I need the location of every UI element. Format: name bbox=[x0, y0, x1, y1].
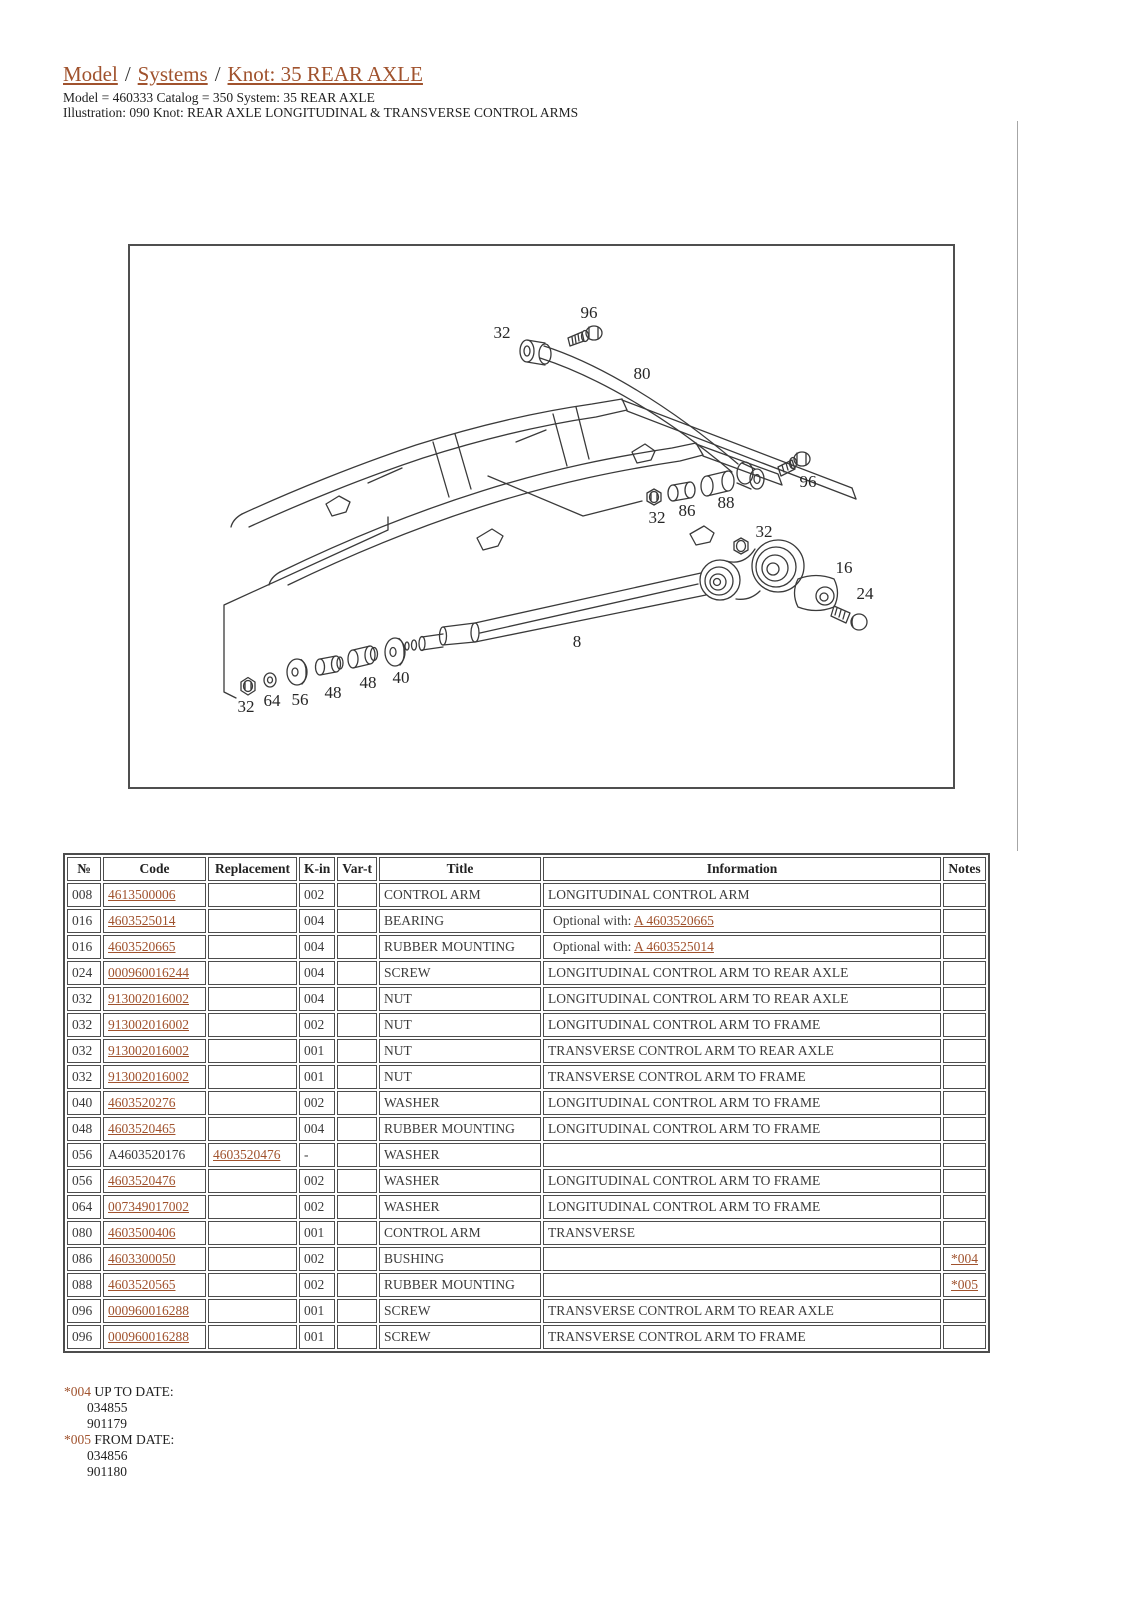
part-label-48-b: 48 bbox=[359, 673, 377, 692]
part-number-cell: 040 bbox=[67, 1091, 101, 1115]
k-in-cell: 001 bbox=[299, 1325, 335, 1349]
footnote-004 bbox=[64, 1384, 174, 1400]
var-t-cell bbox=[337, 909, 377, 933]
title-cell: CONTROL ARM bbox=[379, 1221, 541, 1245]
part-code-link[interactable]: 000960016244 bbox=[108, 965, 189, 980]
part-number-cell: 086 bbox=[67, 1247, 101, 1271]
replacement-cell bbox=[208, 1299, 297, 1323]
optional-part-link[interactable]: A 4603520665 bbox=[634, 913, 714, 928]
k-in-cell: 002 bbox=[299, 1091, 335, 1115]
var-t-cell bbox=[337, 1299, 377, 1323]
title-cell: WASHER bbox=[379, 1195, 541, 1219]
notes-cell bbox=[943, 1143, 986, 1167]
breadcrumb-separator: / bbox=[124, 62, 131, 86]
k-in-cell: 001 bbox=[299, 1039, 335, 1063]
title-cell: CONTROL ARM bbox=[379, 883, 541, 907]
breadcrumb-link-model[interactable]: Model bbox=[63, 62, 118, 86]
replacement-cell bbox=[208, 1013, 297, 1037]
column-header-var-t: Var-t bbox=[337, 857, 377, 881]
code-cell: A4603520176 bbox=[103, 1143, 206, 1167]
information-cell: TRANSVERSE CONTROL ARM TO REAR AXLE bbox=[543, 1039, 941, 1063]
footnote-label: UP TO DATE: bbox=[94, 1384, 174, 1399]
k-in-cell: 001 bbox=[299, 1299, 335, 1323]
code-cell bbox=[103, 1221, 206, 1245]
replacement-cell bbox=[208, 1247, 297, 1271]
title-cell: BEARING bbox=[379, 909, 541, 933]
notes-cell bbox=[943, 1065, 986, 1089]
table-row bbox=[67, 1195, 986, 1219]
title-cell: SCREW bbox=[379, 961, 541, 985]
part-code-link[interactable]: 4603520276 bbox=[108, 1095, 176, 1110]
information-cell bbox=[543, 1143, 941, 1167]
var-t-cell bbox=[337, 1065, 377, 1089]
k-in-cell: 002 bbox=[299, 1195, 335, 1219]
notes-cell bbox=[943, 1247, 986, 1271]
k-in-cell: 004 bbox=[299, 987, 335, 1011]
code-cell bbox=[103, 909, 206, 933]
title-cell: RUBBER MOUNTING bbox=[379, 1117, 541, 1141]
information-cell bbox=[543, 1247, 941, 1271]
part-number-cell: 032 bbox=[67, 987, 101, 1011]
replacement-code-link[interactable]: 4603520476 bbox=[213, 1147, 281, 1162]
notes-cell bbox=[943, 1273, 986, 1297]
code-cell bbox=[103, 1299, 206, 1323]
part-label-8: 8 bbox=[572, 632, 582, 651]
replacement-cell bbox=[208, 1065, 297, 1089]
part-number-cell: 048 bbox=[67, 1117, 101, 1141]
part-label-32-bottom: 32 bbox=[237, 697, 255, 716]
table-row bbox=[67, 883, 986, 907]
part-label-24: 24 bbox=[856, 584, 874, 603]
replacement-cell bbox=[208, 987, 297, 1011]
part-label-56: 56 bbox=[291, 690, 309, 709]
column-header-replacement: Replacement bbox=[208, 857, 297, 881]
var-t-cell bbox=[337, 935, 377, 959]
part-number-cell: 056 bbox=[67, 1143, 101, 1167]
notes-cell bbox=[943, 1195, 986, 1219]
table-row bbox=[67, 1117, 986, 1141]
code-cell bbox=[103, 1247, 206, 1271]
part-number-cell: 032 bbox=[67, 1013, 101, 1037]
table-row bbox=[67, 1065, 986, 1089]
replacement-cell bbox=[208, 1169, 297, 1193]
information-cell: LONGITUDINAL CONTROL ARM bbox=[543, 883, 941, 907]
code-cell bbox=[103, 1091, 206, 1115]
replacement-cell bbox=[208, 1221, 297, 1245]
part-code-link[interactable]: 4603500406 bbox=[108, 1225, 176, 1240]
information-cell: LONGITUDINAL CONTROL ARM TO FRAME bbox=[543, 1169, 941, 1193]
title-cell: RUBBER MOUNTING bbox=[379, 1273, 541, 1297]
part-number-cell: 024 bbox=[67, 961, 101, 985]
k-in-cell: 002 bbox=[299, 1013, 335, 1037]
part-label-86: 86 bbox=[678, 501, 696, 520]
parts-table bbox=[63, 853, 990, 1353]
information-cell: LONGITUDINAL CONTROL ARM TO FRAME bbox=[543, 1013, 941, 1037]
code-cell bbox=[103, 1039, 206, 1063]
notes-cell bbox=[943, 935, 986, 959]
part-code-link[interactable]: 4603525014 bbox=[108, 913, 176, 928]
var-t-cell bbox=[337, 1143, 377, 1167]
code-cell bbox=[103, 961, 206, 985]
var-t-cell bbox=[337, 1117, 377, 1141]
part-number-cell: 096 bbox=[67, 1325, 101, 1349]
k-in-cell: 002 bbox=[299, 1247, 335, 1271]
column-header-notes: Notes bbox=[943, 857, 986, 881]
title-cell: SCREW bbox=[379, 1299, 541, 1323]
code-cell bbox=[103, 1065, 206, 1089]
part-code-link[interactable]: 913002016002 bbox=[108, 1017, 189, 1032]
bushing-16-drawing bbox=[795, 576, 838, 611]
footnote-value: 034855 bbox=[87, 1400, 128, 1415]
code-cell bbox=[103, 1273, 206, 1297]
information-cell: TRANSVERSE CONTROL ARM TO FRAME bbox=[543, 1065, 941, 1089]
model-info-line: Model = 460333 Catalog = 350 System: 35 REAR AXLE bbox=[63, 90, 375, 105]
footnote-value: 901180 bbox=[87, 1464, 127, 1479]
column-header-k-in: K-in bbox=[299, 857, 335, 881]
footnote-value: 901179 bbox=[87, 1416, 127, 1431]
table-row bbox=[67, 1221, 986, 1245]
part-code-link[interactable]: 000960016288 bbox=[108, 1329, 189, 1344]
code-cell bbox=[103, 987, 206, 1011]
part-label-40: 40 bbox=[392, 668, 410, 687]
information-cell: LONGITUDINAL CONTROL ARM TO REAR AXLE bbox=[543, 961, 941, 985]
part-code-link[interactable]: 4603520465 bbox=[108, 1121, 176, 1136]
code-cell bbox=[103, 1013, 206, 1037]
part-number-cell: 016 bbox=[67, 909, 101, 933]
part-code-link[interactable]: 4603520565 bbox=[108, 1277, 176, 1292]
replacement-cell bbox=[208, 961, 297, 985]
information-cell: LONGITUDINAL CONTROL ARM TO FRAME bbox=[543, 1117, 941, 1141]
replacement-cell bbox=[208, 1325, 297, 1349]
rear-axle-diagram-svg bbox=[130, 246, 953, 787]
var-t-cell bbox=[337, 1169, 377, 1193]
part-code-link[interactable]: 913002016002 bbox=[108, 1043, 189, 1058]
part-code-link[interactable]: 4603300050 bbox=[108, 1251, 176, 1266]
information-cell: LONGITUDINAL CONTROL ARM TO REAR AXLE bbox=[543, 987, 941, 1011]
var-t-cell bbox=[337, 883, 377, 907]
table-row bbox=[67, 1039, 986, 1063]
part-code-link[interactable]: 000960016288 bbox=[108, 1303, 189, 1318]
part-code-link[interactable]: 913002016002 bbox=[108, 1069, 189, 1084]
notes-cell bbox=[943, 1169, 986, 1193]
part-code-link[interactable]: 4603520476 bbox=[108, 1173, 176, 1188]
breadcrumb-link-systems[interactable]: Systems bbox=[137, 62, 208, 86]
parts-diagram bbox=[128, 244, 955, 789]
var-t-cell bbox=[337, 1247, 377, 1271]
title-cell: WASHER bbox=[379, 1169, 541, 1193]
column-header-title: Title bbox=[379, 857, 541, 881]
footnote-value: 034856 bbox=[87, 1448, 128, 1463]
table-row bbox=[67, 1299, 986, 1323]
chassis-frame-drawing bbox=[231, 399, 856, 585]
part-label-96-top: 96 bbox=[580, 303, 598, 322]
part-number-cell: 064 bbox=[67, 1195, 101, 1219]
title-cell: NUT bbox=[379, 1013, 541, 1037]
part-label-32-lower: 32 bbox=[755, 522, 773, 541]
replacement-cell bbox=[208, 909, 297, 933]
longitudinal-control-arm-drawing bbox=[405, 538, 804, 651]
part-label-96-right: 96 bbox=[799, 472, 817, 491]
part-number-cell: 016 bbox=[67, 935, 101, 959]
table-row bbox=[67, 987, 986, 1011]
table-row bbox=[67, 1273, 986, 1297]
notes-cell bbox=[943, 1091, 986, 1115]
part-number-cell: 008 bbox=[67, 883, 101, 907]
k-in-cell: 001 bbox=[299, 1221, 335, 1245]
title-cell: NUT bbox=[379, 1065, 541, 1089]
part-number-cell: 088 bbox=[67, 1273, 101, 1297]
var-t-cell bbox=[337, 1195, 377, 1219]
information-cell: TRANSVERSE bbox=[543, 1221, 941, 1245]
table-row bbox=[67, 1091, 986, 1115]
table-row bbox=[67, 1247, 986, 1271]
var-t-cell bbox=[337, 987, 377, 1011]
code-cell bbox=[103, 1169, 206, 1193]
replacement-cell bbox=[208, 1143, 297, 1167]
k-in-cell: 002 bbox=[299, 1169, 335, 1193]
title-cell: WASHER bbox=[379, 1091, 541, 1115]
code-cell bbox=[103, 1195, 206, 1219]
var-t-cell bbox=[337, 1013, 377, 1037]
breadcrumb bbox=[63, 62, 423, 87]
title-cell: BUSHING bbox=[379, 1247, 541, 1271]
replacement-cell bbox=[208, 1117, 297, 1141]
column-header-information: Information bbox=[543, 857, 941, 881]
var-t-cell bbox=[337, 1221, 377, 1245]
var-t-cell bbox=[337, 1039, 377, 1063]
notes-cell bbox=[943, 1221, 986, 1245]
notes-cell bbox=[943, 987, 986, 1011]
footnote-label: FROM DATE: bbox=[94, 1432, 175, 1447]
title-cell: WASHER bbox=[379, 1143, 541, 1167]
table-row bbox=[67, 1325, 986, 1349]
breadcrumb-link-knot[interactable]: Knot: 35 REAR AXLE bbox=[227, 62, 423, 86]
part-code-link[interactable]: 4613500006 bbox=[108, 887, 176, 902]
notes-cell bbox=[943, 1325, 986, 1349]
notes-cell bbox=[943, 883, 986, 907]
replacement-cell bbox=[208, 1091, 297, 1115]
parts-table-header-row bbox=[67, 857, 986, 881]
part-code-link[interactable]: 007349017002 bbox=[108, 1199, 189, 1214]
table-row bbox=[67, 961, 986, 985]
page-subheader bbox=[63, 90, 578, 120]
replacement-cell bbox=[208, 1273, 297, 1297]
table-row bbox=[67, 935, 986, 959]
screw-96-top-drawing bbox=[568, 326, 602, 346]
title-cell: NUT bbox=[379, 1039, 541, 1063]
title-cell: SCREW bbox=[379, 1325, 541, 1349]
table-row bbox=[67, 1143, 986, 1167]
notes-cell bbox=[943, 1039, 986, 1063]
part-number-cell: 096 bbox=[67, 1299, 101, 1323]
information-cell: Optional with: A 4603520665 bbox=[543, 909, 941, 933]
footnote-ref-004: *004 bbox=[64, 1384, 91, 1399]
part-code-link[interactable]: 4603520665 bbox=[108, 939, 176, 954]
k-in-cell: 001 bbox=[299, 1065, 335, 1089]
column-header-code: Code bbox=[103, 857, 206, 881]
frame-divider bbox=[1017, 121, 1018, 851]
var-t-cell bbox=[337, 1091, 377, 1115]
information-cell: LONGITUDINAL CONTROL ARM TO FRAME bbox=[543, 1091, 941, 1115]
breadcrumb-separator: / bbox=[214, 62, 221, 86]
information-cell: TRANSVERSE CONTROL ARM TO FRAME bbox=[543, 1325, 941, 1349]
code-cell bbox=[103, 1325, 206, 1349]
part-number-cell: 056 bbox=[67, 1169, 101, 1193]
column-header-number: № bbox=[67, 857, 101, 881]
k-in-cell: 002 bbox=[299, 883, 335, 907]
notes-cell bbox=[943, 1117, 986, 1141]
k-in-cell: 004 bbox=[299, 961, 335, 985]
code-cell bbox=[103, 883, 206, 907]
notes-cell bbox=[943, 909, 986, 933]
note-ref-link[interactable]: *004 bbox=[951, 1251, 979, 1266]
part-label-64: 64 bbox=[263, 691, 281, 710]
table-row bbox=[67, 1013, 986, 1037]
part-code-link[interactable]: 913002016002 bbox=[108, 991, 189, 1006]
note-ref-link[interactable]: *005 bbox=[951, 1277, 979, 1292]
information-cell: TRANSVERSE CONTROL ARM TO REAR AXLE bbox=[543, 1299, 941, 1323]
part-number-cell: 032 bbox=[67, 1065, 101, 1089]
replacement-cell bbox=[208, 1195, 297, 1219]
footnote-ref-005: *005 bbox=[64, 1432, 91, 1447]
var-t-cell bbox=[337, 1273, 377, 1297]
footnote-005 bbox=[64, 1432, 174, 1448]
optional-part-link[interactable]: A 4603525014 bbox=[634, 939, 714, 954]
var-t-cell bbox=[337, 961, 377, 985]
part-label-88: 88 bbox=[717, 493, 735, 512]
k-in-cell: 004 bbox=[299, 909, 335, 933]
footnotes bbox=[64, 1384, 174, 1480]
title-cell: NUT bbox=[379, 987, 541, 1011]
information-cell: LONGITUDINAL CONTROL ARM TO FRAME bbox=[543, 1195, 941, 1219]
table-row bbox=[67, 1169, 986, 1193]
information-cell: Optional with: A 4603525014 bbox=[543, 935, 941, 959]
part-label-16: 16 bbox=[835, 558, 853, 577]
diagram-part-labels bbox=[238, 303, 875, 716]
part-label-32-top: 32 bbox=[493, 323, 511, 342]
replacement-cell bbox=[208, 883, 297, 907]
illustration-info-line: Illustration: 090 Knot: REAR AXLE LONGITUDINAL & TRANSVERSE CONTROL ARMS bbox=[63, 105, 579, 120]
screw-24-drawing bbox=[831, 606, 867, 630]
k-in-cell: - bbox=[299, 1143, 335, 1167]
code-cell bbox=[103, 935, 206, 959]
table-row bbox=[67, 909, 986, 933]
k-in-cell: 004 bbox=[299, 935, 335, 959]
part-number-cell: 080 bbox=[67, 1221, 101, 1245]
code-cell bbox=[103, 1117, 206, 1141]
part-label-80: 80 bbox=[633, 364, 651, 383]
notes-cell bbox=[943, 1013, 986, 1037]
part-label-48-a: 48 bbox=[324, 683, 342, 702]
part-number-cell: 032 bbox=[67, 1039, 101, 1063]
k-in-cell: 004 bbox=[299, 1117, 335, 1141]
k-in-cell: 002 bbox=[299, 1273, 335, 1297]
notes-cell bbox=[943, 1299, 986, 1323]
part-label-32-mid: 32 bbox=[648, 508, 666, 527]
var-t-cell bbox=[337, 1325, 377, 1349]
notes-cell bbox=[943, 961, 986, 985]
replacement-cell bbox=[208, 935, 297, 959]
replacement-cell bbox=[208, 1039, 297, 1063]
title-cell: RUBBER MOUNTING bbox=[379, 935, 541, 959]
information-cell bbox=[543, 1273, 941, 1297]
